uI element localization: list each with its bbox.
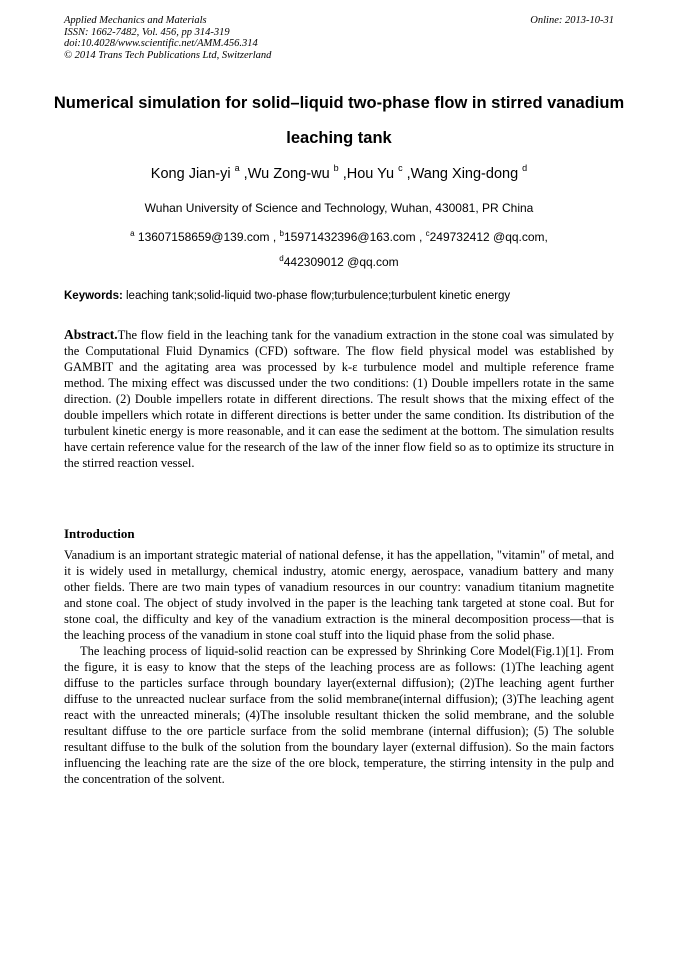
author-affil-mark: b: [333, 163, 339, 173]
email-d: 442309012 @qq.com: [283, 255, 399, 269]
author-affil-mark: d: [522, 163, 528, 173]
email-line-1: $^a$ 13607158659@139.com , $^b$15971432396@163.com , $^c$249732412 @qq.com,: [130, 229, 548, 244]
abstract-text: The flow field in the leaching tank for the vanadium extraction in the stone coal was simulated by the Computational Fluid Dynamics (CFD) software. The flow field physical model was established by GAMBIT and the agitating area was processed by k-ε turbulence model and multiple reference frame method. The mixing effect was discussed under the two conditions: (1) Double impellers rotate in the same direction. (2) Double impellers rotate in different directions. The result shows that the mixing effect of the double impellers which rotate in different directions is better under the same condition. Its distribution of the turbulent kinetic energy is more reasonable, and it can ease the sediment at the bottom. The simulation results have certain reference value for the research of the law of the inner flow field so as to optimize its structure in the stirred reaction vessel.: [64, 328, 614, 470]
paper-title: Numerical simulation for solid–liquid two-phase flow in stirred vanadium leaching tank: [53, 94, 625, 147]
abstract-label: Abstract.: [64, 327, 118, 342]
journal-name: Applied Mechanics and Materials: [64, 15, 207, 26]
author-name: Wang Xing-dong: [410, 165, 519, 182]
email-c: 249732412 @qq.com,: [429, 230, 548, 244]
keywords-label: Keywords:: [64, 290, 123, 302]
author-name: Wu Zong-wu: [247, 165, 330, 182]
author-affil-mark: a: [234, 163, 240, 173]
email-b: 15971432396@163.com ,: [283, 230, 426, 244]
email-line-2: $^d$442309012 @qq.com: [279, 254, 399, 269]
author-name: Hou Yu: [346, 165, 395, 182]
paragraph: Vanadium is an important strategic material of national defense, it has the appellation, "vitamin" of metal, and it is widely used in metallurgy, chemical industry, atomic energy, aerospace, vanadium battery and many other fields. There are two main types of vanadium resources in our country: vanadium titanium magnetite and stone coal. The object of study involved in the paper is the leaching tank targeted at stone coal. But for stone coal, the difficulty and key of the vanadium extraction is the mineral decomposition process—that is the leaching process of the vanadium in stone coal stuff into the liquid phase from the solid phase.: [64, 548, 614, 642]
email-a: 13607158659@139.com ,: [134, 230, 277, 244]
copyright-line: © 2014 Trans Tech Publications Ltd, Switzerland: [64, 49, 272, 61]
author-list: Kong Jian-yi $^a$ ,Wu Zong-wu $^b$ ,Hou Yu $^c$ ,Wang Xing-dong $^d$: [150, 163, 528, 182]
author-name: Kong Jian-yi: [150, 165, 231, 182]
journal-header: [64, 15, 614, 61]
keywords: [64, 290, 614, 302]
section-heading-introduction: Introduction: [64, 526, 135, 541]
affiliation: Wuhan University of Science and Technology, Wuhan, 430081, PR China: [144, 201, 534, 215]
author-affil-mark: c: [398, 163, 403, 173]
abstract: [64, 327, 614, 471]
doi-line: doi:10.4028/www.scientific.net/AMM.456.314: [64, 38, 258, 49]
online-date: Online: 2013-10-31: [530, 15, 614, 26]
issn-line: ISSN: 1662-7482, Vol. 456, pp 314-319: [64, 26, 230, 38]
keywords-text: leaching tank;solid-liquid two-phase flow;turbulence;turbulent kinetic energy: [122, 290, 511, 302]
introduction-body: [64, 547, 614, 787]
paragraph: The leaching process of liquid-solid reaction can be expressed by Shrinking Core Model(Fig.1)[1]. From the figure, it is easy to know that the steps of the leaching process are as follows: (1)The leaching agent diffuse to the particles surface through boundary layer(external diffusion); (2)The leaching agent further diffuse to the unreacted nuclear surface from the solid membrane(internal diffusion); (3)The leaching agent react with the unreacted minerals; (4)The insoluble resultant thicken the solid membrane, and the soluble resultant diffuse to the ore particle surface from the solid membrane (internal diffusion); (5) The soluble resultant diffuse to the bulk of the solution from the boundary layer (external diffusion). So the main factors influencing the leaching rate are the size of the ore block, temperature, the stirring intensity in the pulp and the concentration of the solvent.: [64, 644, 614, 786]
